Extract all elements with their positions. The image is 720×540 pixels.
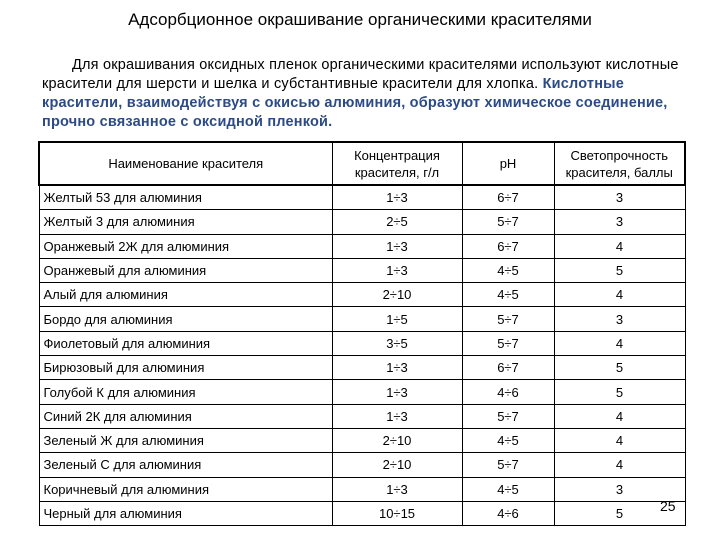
cell-concentration: 3÷5 (332, 331, 462, 355)
cell-dye-name: Зеленый Ж для алюминия (39, 428, 332, 452)
cell-ph: 4÷6 (462, 380, 554, 404)
cell-lightfastness: 5 (554, 501, 685, 525)
cell-dye-name: Голубой К для алюминия (39, 380, 332, 404)
cell-concentration: 1÷5 (332, 307, 462, 331)
cell-concentration: 2÷10 (332, 283, 462, 307)
cell-ph: 6÷7 (462, 356, 554, 380)
cell-dye-name: Бордо для алюминия (39, 307, 332, 331)
cell-lightfastness: 5 (554, 380, 685, 404)
cell-lightfastness: 3 (554, 185, 685, 210)
cell-dye-name: Алый для алюминия (39, 283, 332, 307)
cell-lightfastness: 4 (554, 428, 685, 452)
cell-ph: 4÷5 (462, 428, 554, 452)
cell-concentration: 1÷3 (332, 185, 462, 210)
cell-dye-name: Синий 2К для алюминия (39, 404, 332, 428)
cell-lightfastness: 5 (554, 258, 685, 282)
cell-dye-name: Желтый 53 для алюминия (39, 185, 332, 210)
cell-concentration: 2÷5 (332, 210, 462, 234)
table-row (39, 428, 685, 452)
table-row (39, 283, 685, 307)
cell-concentration: 2÷10 (332, 428, 462, 452)
cell-concentration: 1÷3 (332, 258, 462, 282)
table-row (39, 210, 685, 234)
cell-ph: 5÷7 (462, 453, 554, 477)
cell-lightfastness: 4 (554, 234, 685, 258)
cell-dye-name: Коричневый для алюминия (39, 477, 332, 501)
cell-ph: 5÷7 (462, 307, 554, 331)
cell-ph: 6÷7 (462, 234, 554, 258)
cell-lightfastness: 4 (554, 283, 685, 307)
cell-dye-name: Желтый 3 для алюминия (39, 210, 332, 234)
table-row (39, 404, 685, 428)
cell-lightfastness: 3 (554, 477, 685, 501)
cell-ph: 5÷7 (462, 404, 554, 428)
page-title: Адсорбционное окрашивание органическими красителями (128, 10, 592, 29)
intro-paragraph (42, 56, 702, 132)
table-header-row (39, 142, 685, 185)
cell-lightfastness: 5 (554, 356, 685, 380)
cell-lightfastness: 3 (554, 307, 685, 331)
table-row (39, 234, 685, 258)
table-row (39, 477, 685, 501)
cell-concentration: 1÷3 (332, 234, 462, 258)
cell-lightfastness: 4 (554, 453, 685, 477)
table-body (39, 185, 685, 526)
table-row (39, 331, 685, 355)
cell-ph: 5÷7 (462, 331, 554, 355)
cell-concentration: 1÷3 (332, 356, 462, 380)
cell-lightfastness: 4 (554, 331, 685, 355)
cell-concentration: 2÷10 (332, 453, 462, 477)
cell-concentration: 10÷15 (332, 501, 462, 525)
cell-ph: 4÷5 (462, 258, 554, 282)
table-row (39, 453, 685, 477)
table-row (39, 307, 685, 331)
header-lightfastness: Светопрочность красителя, баллы (554, 142, 685, 185)
header-dye-name: Наименование красителя (39, 142, 332, 185)
cell-concentration: 1÷3 (332, 380, 462, 404)
header-concentration: Концентрация красителя, г/л (332, 142, 462, 185)
intro-text-highlight: Кислотные красители, взаимодействуя с окисью алюминия, образуют химическое соединение, прочно связанное с оксидной пленкой. (42, 76, 668, 130)
table-row (39, 185, 685, 210)
cell-ph: 6÷7 (462, 185, 554, 210)
table-row (39, 258, 685, 282)
cell-lightfastness: 4 (554, 404, 685, 428)
cell-concentration: 1÷3 (332, 404, 462, 428)
cell-lightfastness: 3 (554, 210, 685, 234)
cell-dye-name: Оранжевый для алюминия (39, 258, 332, 282)
table-row (39, 380, 685, 404)
cell-ph: 4÷5 (462, 283, 554, 307)
dyes-table (38, 141, 686, 526)
cell-dye-name: Оранжевый 2Ж для алюминия (39, 234, 332, 258)
cell-ph: 4÷6 (462, 501, 554, 525)
cell-concentration: 1÷3 (332, 477, 462, 501)
cell-dye-name: Зеленый С для алюминия (39, 453, 332, 477)
cell-dye-name: Фиолетовый для алюминия (39, 331, 332, 355)
table-row (39, 501, 685, 525)
cell-dye-name: Бирюзовый для алюминия (39, 356, 332, 380)
table-row (39, 356, 685, 380)
cell-ph: 4÷5 (462, 477, 554, 501)
intro-text-plain: Для окрашивания оксидных пленок органическими красителями используют кислотные красители для шерсти и шелка и субстантивные красители для хлопка. (42, 57, 679, 92)
cell-ph: 5÷7 (462, 210, 554, 234)
page-number: 25 (660, 498, 676, 514)
header-ph: pH (462, 142, 554, 185)
cell-dye-name: Черный для алюминия (39, 501, 332, 525)
